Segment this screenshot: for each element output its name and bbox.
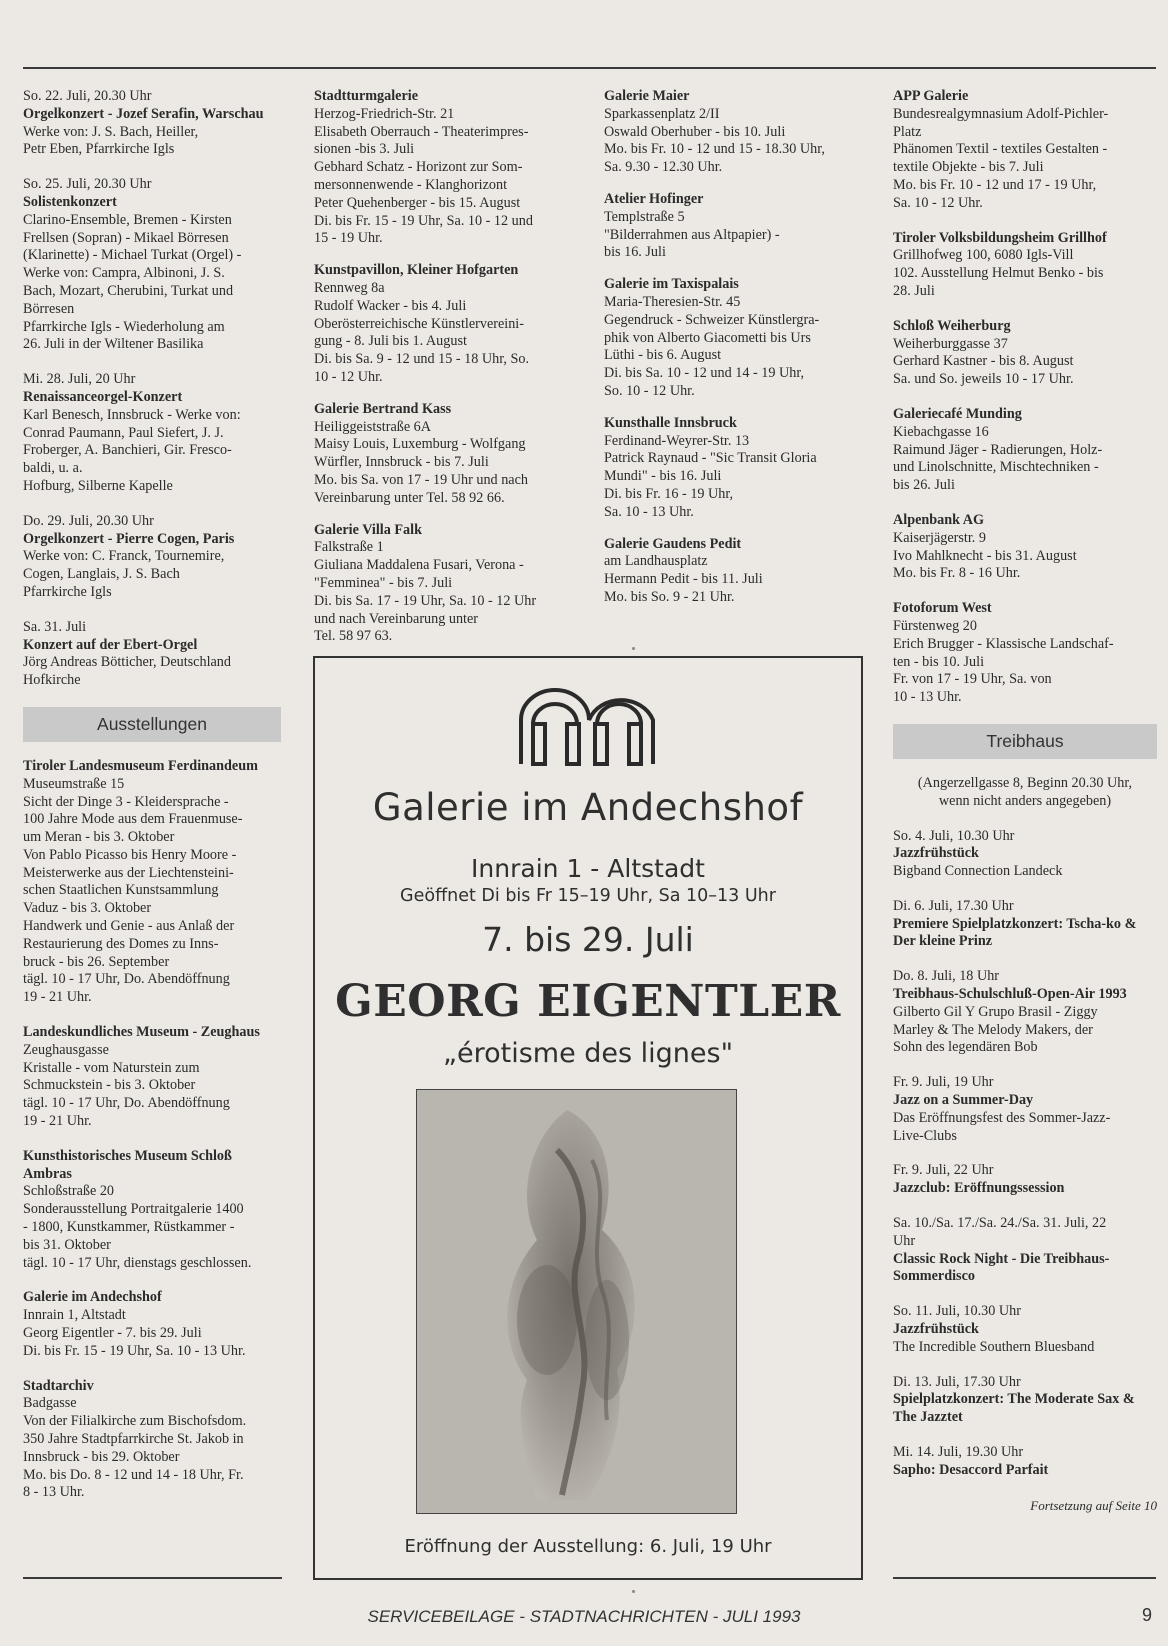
item-detail: Frellsen (Sopran) - Mikael Börresen <box>23 229 229 246</box>
event-title: Jazz on a Summer-Day <box>893 1092 1034 1109</box>
item-detail: 10 - 12 Uhr. <box>314 368 383 385</box>
exhibition-venue: Stadtarchiv <box>23 1377 94 1394</box>
item-detail: Clarino-Ensemble, Bremen - Kirsten <box>23 211 232 228</box>
item-detail: Hofburg, Silberne Kapelle <box>23 477 173 494</box>
item-detail: (Klarinette) - Michael Turkat (Orgel) - <box>23 247 242 264</box>
item-detail: Sa. 10 - 13 Uhr. <box>604 503 694 520</box>
item-detail: Mo. bis Do. 8 - 12 und 14 - 18 Uhr, Fr. <box>23 1466 244 1483</box>
item-detail: phik von Alberto Giacometti bis Urs <box>604 329 811 346</box>
event-title: Jazzfrühstück <box>893 1321 979 1338</box>
item-detail: Innrain 1, Altstadt <box>23 1307 126 1324</box>
event-title: Treibhaus-Schulschluß-Open-Air 1993 <box>893 986 1127 1003</box>
event-item <box>23 371 281 496</box>
item-detail: bis 26. Juli <box>893 477 955 494</box>
column-3 <box>604 88 872 621</box>
item-detail: Fürstenweg 20 <box>893 617 977 634</box>
ad-dates: 7. bis 29. Juli <box>482 920 694 959</box>
column-1 <box>23 88 281 1519</box>
exhibition-venue: Tiroler Landesmuseum Ferdinandeum <box>23 757 258 774</box>
exhibition-venue: Galerie im Taxispalais <box>604 276 739 293</box>
exhibition-item <box>604 88 872 177</box>
item-detail: Restaurierung des Domes zu Inns- <box>23 935 219 952</box>
bottom-rule-right <box>893 1577 1156 1579</box>
event-item <box>893 1074 1157 1145</box>
exhibition-item <box>604 415 872 522</box>
event-title: Premiere Spielplatzkonzert: Tscha-ko & Der kleine Prinz <box>893 915 1137 950</box>
item-detail: Mo. bis Sa. von 17 - 19 Uhr und nach <box>314 471 528 488</box>
item-detail: 100 Jahre Mode aus dem Frauenmuse- <box>23 811 243 828</box>
item-detail: Sicht der Dinge 3 - Kleidersprache - <box>23 793 229 810</box>
print-speck <box>632 647 635 650</box>
exhibition-item <box>893 512 1157 583</box>
item-detail: Meisterwerke aus der Liechtensteini- <box>23 864 234 881</box>
exhibition-venue: Fotoforum West <box>893 600 992 617</box>
item-detail: Grillhofweg 100, 6080 Igls-Vill <box>893 247 1074 264</box>
item-detail: Phänomen Textil - textiles Gestalten - <box>893 141 1108 158</box>
event-date: So. 4. Juli, 10.30 Uhr <box>893 827 1015 844</box>
exhibition-item <box>314 522 579 647</box>
item-detail: Mo. bis Fr. 10 - 12 und 15 - 18.30 Uhr, <box>604 141 825 158</box>
item-detail: bis 16. Juli <box>604 244 666 261</box>
section-header-treibhaus: Treibhaus <box>893 724 1157 759</box>
item-detail: ten - bis 10. Juli <box>893 653 985 670</box>
item-detail: 15 - 19 Uhr. <box>314 230 383 247</box>
item-detail: So. 10 - 12 Uhr. <box>604 382 695 399</box>
item-detail: 10 - 13 Uhr. <box>893 689 962 706</box>
item-detail: Karl Benesch, Innsbruck - Werke von: <box>23 406 241 423</box>
gallery-advertisement <box>313 656 863 1580</box>
exhibition-venue: Atelier Hofinger <box>604 190 704 207</box>
item-detail: Hofkirche <box>23 672 81 689</box>
treibhaus-note <box>893 775 1157 811</box>
exhibition-venue: Galeriecafé Munding <box>893 405 1022 422</box>
event-item <box>893 828 1157 881</box>
item-detail: tägl. 10 - 17 Uhr, dienstags geschlossen. <box>23 1254 252 1271</box>
item-detail: Peter Quehenberger - bis 15. August <box>314 194 521 211</box>
event-title: Spielplatzkonzert: The Moderate Sax & The Jazztet <box>893 1391 1135 1426</box>
exhibition-venue: Galerie Bertrand Kass <box>314 400 452 417</box>
item-detail: Von Pablo Picasso bis Henry Moore - <box>23 846 237 863</box>
item-detail: Rennweg 8a <box>314 279 385 296</box>
item-detail: Zeughausgasse <box>23 1041 109 1058</box>
item-detail: Platz <box>893 123 922 140</box>
arches-logo-icon <box>517 682 657 766</box>
treibhaus-note-line: (Angerzellgasse 8, Beginn 20.30 Uhr, <box>917 774 1133 791</box>
page-footer: SERVICEBEILAGE - STADTNACHRICHTEN - JULI 1993 <box>367 1607 801 1626</box>
event-title: Jazzfrühstück <box>893 845 979 862</box>
item-detail: Heiliggeiststraße 6A <box>314 418 432 435</box>
column-4 <box>893 88 1157 1514</box>
event-date: So. 25. Juli, 20.30 Uhr <box>23 176 152 193</box>
item-detail: Erich Brugger - Klassische Landschaf- <box>893 635 1114 652</box>
item-detail: Schmuckstein - bis 3. Oktober <box>23 1077 196 1094</box>
exhibition-item <box>23 1148 281 1273</box>
item-detail: Elisabeth Oberrauch - Theaterimpres- <box>314 123 529 140</box>
item-detail: Tel. 58 97 63. <box>314 628 393 645</box>
item-detail: mersonnenwende - Klanghorizont <box>314 176 508 193</box>
exhibition-item <box>23 1024 281 1131</box>
event-title: Renaissanceorgel-Konzert <box>23 388 183 405</box>
item-detail: 350 Jahre Stadtpfarrkirche St. Jakob in <box>23 1431 244 1447</box>
item-detail: Bundesrealgymnasium Adolf-Pichler- <box>893 105 1109 122</box>
exhibition-venue: Schloß Weiherburg <box>893 317 1011 334</box>
item-detail: Handwerk und Genie - aus Anlaß der <box>23 918 235 935</box>
item-detail: schen Staatlichen Kunstsammlung <box>23 882 219 899</box>
event-title: Solistenkonzert <box>23 193 117 210</box>
event-item <box>893 1374 1157 1427</box>
item-detail: Di. bis Fr. 15 - 19 Uhr, Sa. 10 - 13 Uhr. <box>23 1342 246 1359</box>
item-detail: Pfarrkirche Igls <box>23 583 112 600</box>
section-header-ausstellungen: Ausstellungen <box>23 707 281 742</box>
event-date: So. 11. Juli, 10.30 Uhr <box>893 1303 1021 1320</box>
item-detail: Falkstraße 1 <box>314 539 384 556</box>
item-detail: tägl. 10 - 17 Uhr, Do. Abendöffnung <box>23 971 230 988</box>
event-date: Sa. 31. Juli <box>23 618 87 635</box>
item-detail: - 1800, Kunstkammer, Rüstkammer - <box>23 1219 235 1236</box>
item-detail: Raimund Jäger - Radierungen, Holz- <box>893 441 1103 458</box>
bottom-rule-left <box>23 1577 282 1579</box>
item-detail: Fr. von 17 - 19 Uhr, Sa. von <box>893 671 1052 688</box>
item-detail: Sa. und So. jeweils 10 - 17 Uhr. <box>893 371 1074 388</box>
item-detail: 8 - 13 Uhr. <box>23 1484 85 1501</box>
item-detail: Weiherburggasse 37 <box>893 335 1008 352</box>
item-detail: Pfarrkirche Igls - Wiederholung am <box>23 318 225 335</box>
item-detail: Giuliana Maddalena Fusari, Verona - <box>314 557 524 574</box>
exhibition-item <box>314 88 579 248</box>
item-detail: Conrad Paumann, Paul Siefert, J. J. <box>23 424 224 441</box>
exhibition-venue: Landeskundliches Museum - Zeughaus <box>23 1024 260 1041</box>
ad-opening-hours: Geöffnet Di bis Fr 15–19 Uhr, Sa 10–13 Uhr <box>400 886 776 906</box>
exhibition-item <box>893 88 1157 213</box>
item-detail: Sohn des legendären Bob <box>893 1039 1038 1056</box>
exhibition-item <box>604 191 872 262</box>
item-detail: Di. bis Sa. 17 - 19 Uhr, Sa. 10 - 12 Uhr <box>314 592 537 609</box>
item-detail: Di. bis Fr. 15 - 19 Uhr, Sa. 10 - 12 und <box>314 212 533 229</box>
item-detail: Maisy Louis, Luxemburg - Wolfgang <box>314 436 526 453</box>
item-detail: Oswald Oberhuber - bis 10. Juli <box>604 123 786 140</box>
item-detail: tägl. 10 - 17 Uhr, Do. Abendöffnung <box>23 1095 230 1112</box>
item-detail: Sonderausstellung Portraitgalerie 1400 <box>23 1201 244 1218</box>
exhibition-venue: Kunstpavillon, Kleiner Hofgarten <box>314 262 519 279</box>
item-detail: Werke von: Campra, Albinoni, J. S. <box>23 265 225 282</box>
ad-gallery-name: Galerie im Andechshof <box>372 786 804 829</box>
item-detail: "Bilderrahmen aus Altpapier) - <box>604 226 780 243</box>
item-detail: Sa. 10 - 12 Uhr. <box>893 194 983 211</box>
exhibition-venue: Galerie Maier <box>604 88 690 104</box>
item-detail: The Incredible Southern Bluesband <box>893 1338 1095 1355</box>
item-detail: Badgasse <box>23 1395 77 1412</box>
item-detail: Di. bis Sa. 9 - 12 und 15 - 18 Uhr, So. <box>314 351 530 368</box>
item-detail: Gerhard Kastner - bis 8. August <box>893 353 1074 370</box>
item-detail: Patrick Raynaud - "Sic Transit Gloria <box>604 450 817 467</box>
event-title: Orgelkonzert - Pierre Cogen, Paris <box>23 530 235 547</box>
item-detail: Würfler, Innsbruck - bis 7. Juli <box>314 454 489 471</box>
item-detail: Vereinbarung unter Tel. 58 92 66. <box>314 489 505 506</box>
item-detail: Froberger, A. Banchieri, Gir. Fresco- <box>23 442 232 459</box>
item-detail: Von der Filialkirche zum Bischofsdom. <box>23 1413 247 1430</box>
item-detail: Mo. bis Fr. 10 - 12 und 17 - 19 Uhr, <box>893 176 1097 193</box>
item-detail: 19 - 21 Uhr. <box>23 989 92 1006</box>
item-detail: Herzog-Friedrich-Str. 21 <box>314 105 455 122</box>
item-detail: Marley & The Melody Makers, der <box>893 1021 1093 1038</box>
event-date: Uhr <box>893 1232 916 1249</box>
item-detail: Bach, Mozart, Cherubini, Turkat und <box>23 282 234 299</box>
exhibition-item <box>893 230 1157 301</box>
item-detail: Cogen, Langlais, J. S. Bach <box>23 566 180 583</box>
item-detail: Mo. bis So. 9 - 21 Uhr. <box>604 588 735 605</box>
continuation-note: Fortsetzung auf Seite 10 <box>1030 1497 1157 1513</box>
event-date: Fr. 9. Juli, 19 Uhr <box>893 1074 994 1091</box>
item-detail: Ferdinand-Weyrer-Str. 13 <box>604 432 750 449</box>
exhibition-item <box>893 318 1157 389</box>
event-item <box>23 619 281 690</box>
item-detail: Hermann Pedit - bis 11. Juli <box>604 571 763 588</box>
exhibition-venue: Stadtturmgalerie <box>314 88 419 104</box>
event-item <box>893 968 1157 1057</box>
event-date: Do. 29. Juli, 20.30 Uhr <box>23 512 154 529</box>
event-title: Orgelkonzert - Jozef Serafin, Warschau <box>23 105 264 122</box>
item-detail: Werke von: J. S. Bach, Heiller, <box>23 123 199 140</box>
item-detail: Sparkassenplatz 2/II <box>604 105 720 122</box>
item-detail: Ivo Mahlknecht - bis 31. August <box>893 547 1077 564</box>
item-detail: Gegendruck - Schweizer Künstlergra- <box>604 311 820 328</box>
item-detail: Gilberto Gil Y Grupo Brasil - Ziggy <box>893 1003 1098 1020</box>
item-detail: 102. Ausstellung Helmut Benko - bis <box>893 265 1104 282</box>
event-title: Classic Rock Night - Die Treibhaus-Sommerdisco <box>893 1250 1110 1285</box>
exhibition-venue: Galerie Gaudens Pedit <box>604 535 742 552</box>
item-detail: Werke von: C. Franck, Tournemire, <box>23 548 225 565</box>
treibhaus-note-line: wenn nicht anders angegeben) <box>938 792 1112 809</box>
event-date: Di. 6. Juli, 17.30 Uhr <box>893 897 1014 914</box>
top-rule <box>23 67 1156 69</box>
event-item <box>23 176 281 354</box>
exhibition-item <box>314 401 579 508</box>
item-detail: sionen -bis 3. Juli <box>314 141 415 158</box>
event-title: Jazzclub: Eröffnungssession <box>893 1180 1065 1197</box>
ad-address: Innrain 1 - Altstadt <box>471 854 705 883</box>
item-detail: und nach Vereinbarung unter <box>314 610 479 627</box>
exhibition-item <box>23 758 281 1007</box>
print-speck <box>632 1590 635 1593</box>
item-detail: "Femminea" - bis 7. Juli <box>314 574 453 591</box>
item-detail: gung - 8. Juli bis 1. August <box>314 333 467 350</box>
event-date: Do. 8. Juli, 18 Uhr <box>893 968 1000 985</box>
event-item <box>23 88 281 159</box>
event-item <box>893 1444 1157 1480</box>
ad-subtitle: „érotisme des lignes" <box>442 1038 734 1069</box>
item-detail: Templstraße 5 <box>604 208 685 225</box>
exhibition-item <box>893 406 1157 495</box>
item-detail: und Linolschnitte, Mischtechniken - <box>893 459 1099 476</box>
event-date: Mi. 28. Juli, 20 Uhr <box>23 371 136 388</box>
event-item <box>893 898 1157 951</box>
item-detail: Kaiserjägerstr. 9 <box>893 529 986 546</box>
item-detail: Museumstraße 15 <box>23 775 125 792</box>
item-detail: Das Eröffnungsfest des Sommer-Jazz- <box>893 1109 1111 1126</box>
event-date: Mi. 14. Juli, 19.30 Uhr <box>893 1444 1024 1461</box>
exhibition-item <box>314 262 579 387</box>
item-detail: Petr Eben, Pfarrkirche Igls <box>23 141 175 158</box>
item-detail: Bigband Connection Landeck <box>893 863 1063 880</box>
exhibition-venue: Kunsthalle Innsbruck <box>604 414 737 431</box>
item-detail: Vaduz - bis 3. Oktober <box>23 900 152 917</box>
item-detail: 28. Juli <box>893 282 935 299</box>
item-detail: Live-Clubs <box>893 1127 957 1144</box>
artwork-image <box>416 1089 737 1514</box>
item-detail: Schloßstraße 20 <box>23 1183 115 1200</box>
exhibition-item <box>23 1289 281 1360</box>
event-date: So. 22. Juli, 20.30 Uhr <box>23 88 152 104</box>
item-detail: Innsbruck - bis 29. Oktober <box>23 1448 180 1465</box>
event-item <box>893 1215 1157 1286</box>
exhibition-venue: Alpenbank AG <box>893 511 985 528</box>
exhibition-item <box>604 276 872 401</box>
exhibition-item <box>893 600 1157 707</box>
item-detail: Georg Eigentler - 7. bis 29. Juli <box>23 1325 202 1342</box>
exhibition-venue: Galerie Villa Falk <box>314 521 422 538</box>
ad-opening-note: Eröffnung der Ausstellung: 6. Juli, 19 Uhr <box>404 1536 772 1557</box>
item-detail: Mo. bis Fr. 8 - 16 Uhr. <box>893 565 1021 582</box>
page-number: 9 <box>1141 1605 1152 1625</box>
item-detail: textile Objekte - bis 7. Juli <box>893 159 1044 176</box>
item-detail: Lüthi - bis 6. August <box>604 347 722 364</box>
item-detail: Maria-Theresien-Str. 45 <box>604 293 741 310</box>
exhibition-venue: Tiroler Volksbildungsheim Grillhof <box>893 229 1107 246</box>
item-detail: Di. bis Sa. 10 - 12 und 14 - 19 Uhr, <box>604 365 805 382</box>
item-detail: Mundi" - bis 16. Juli <box>604 468 722 485</box>
event-date: Di. 13. Juli, 17.30 Uhr <box>893 1373 1021 1390</box>
exhibition-venue: Kunsthistorisches Museum Schloß Ambras <box>23 1147 232 1182</box>
exhibition-venue: Galerie im Andechshof <box>23 1289 162 1306</box>
event-item <box>23 513 281 602</box>
item-detail: 26. Juli in der Wiltener Basilika <box>23 336 204 353</box>
item-detail: Börresen <box>23 300 75 317</box>
item-detail: Kristalle - vom Naturstein zum <box>23 1059 200 1076</box>
exhibition-item <box>604 536 872 607</box>
item-detail: 19 - 21 Uhr. <box>23 1113 92 1130</box>
event-item <box>893 1303 1157 1356</box>
item-detail: Sa. 9.30 - 12.30 Uhr. <box>604 159 723 176</box>
item-detail: Kiebachgasse 16 <box>893 423 989 440</box>
item-detail: um Meran - bis 3. Oktober <box>23 829 175 846</box>
item-detail: am Landhausplatz <box>604 553 708 570</box>
event-date: Sa. 10./Sa. 17./Sa. 24./Sa. 31. Juli, 22 <box>893 1215 1107 1232</box>
item-detail: Rudolf Wacker - bis 4. Juli <box>314 297 467 314</box>
column-2 <box>314 88 579 660</box>
item-detail: bis 31. Oktober <box>23 1236 111 1253</box>
item-detail: Oberösterreichische Künstlervereini- <box>314 315 524 332</box>
event-title: Sapho: Desaccord Parfait <box>893 1461 1049 1478</box>
item-detail: Gebhard Schatz - Horizont zur Som- <box>314 159 523 176</box>
item-detail: Di. bis Fr. 16 - 19 Uhr, <box>604 485 734 502</box>
event-title: Konzert auf der Ebert-Orgel <box>23 636 198 653</box>
item-detail: baldi, u. a. <box>23 460 83 477</box>
item-detail: Jörg Andreas Bötticher, Deutschland <box>23 654 231 671</box>
event-item <box>893 1162 1157 1198</box>
exhibition-item <box>23 1378 281 1503</box>
ad-artist-name: GEORG EIGENTLER <box>335 976 841 1027</box>
event-date: Fr. 9. Juli, 22 Uhr <box>893 1162 994 1179</box>
exhibition-venue: APP Galerie <box>893 88 969 104</box>
item-detail: bruck - bis 26. September <box>23 953 170 970</box>
